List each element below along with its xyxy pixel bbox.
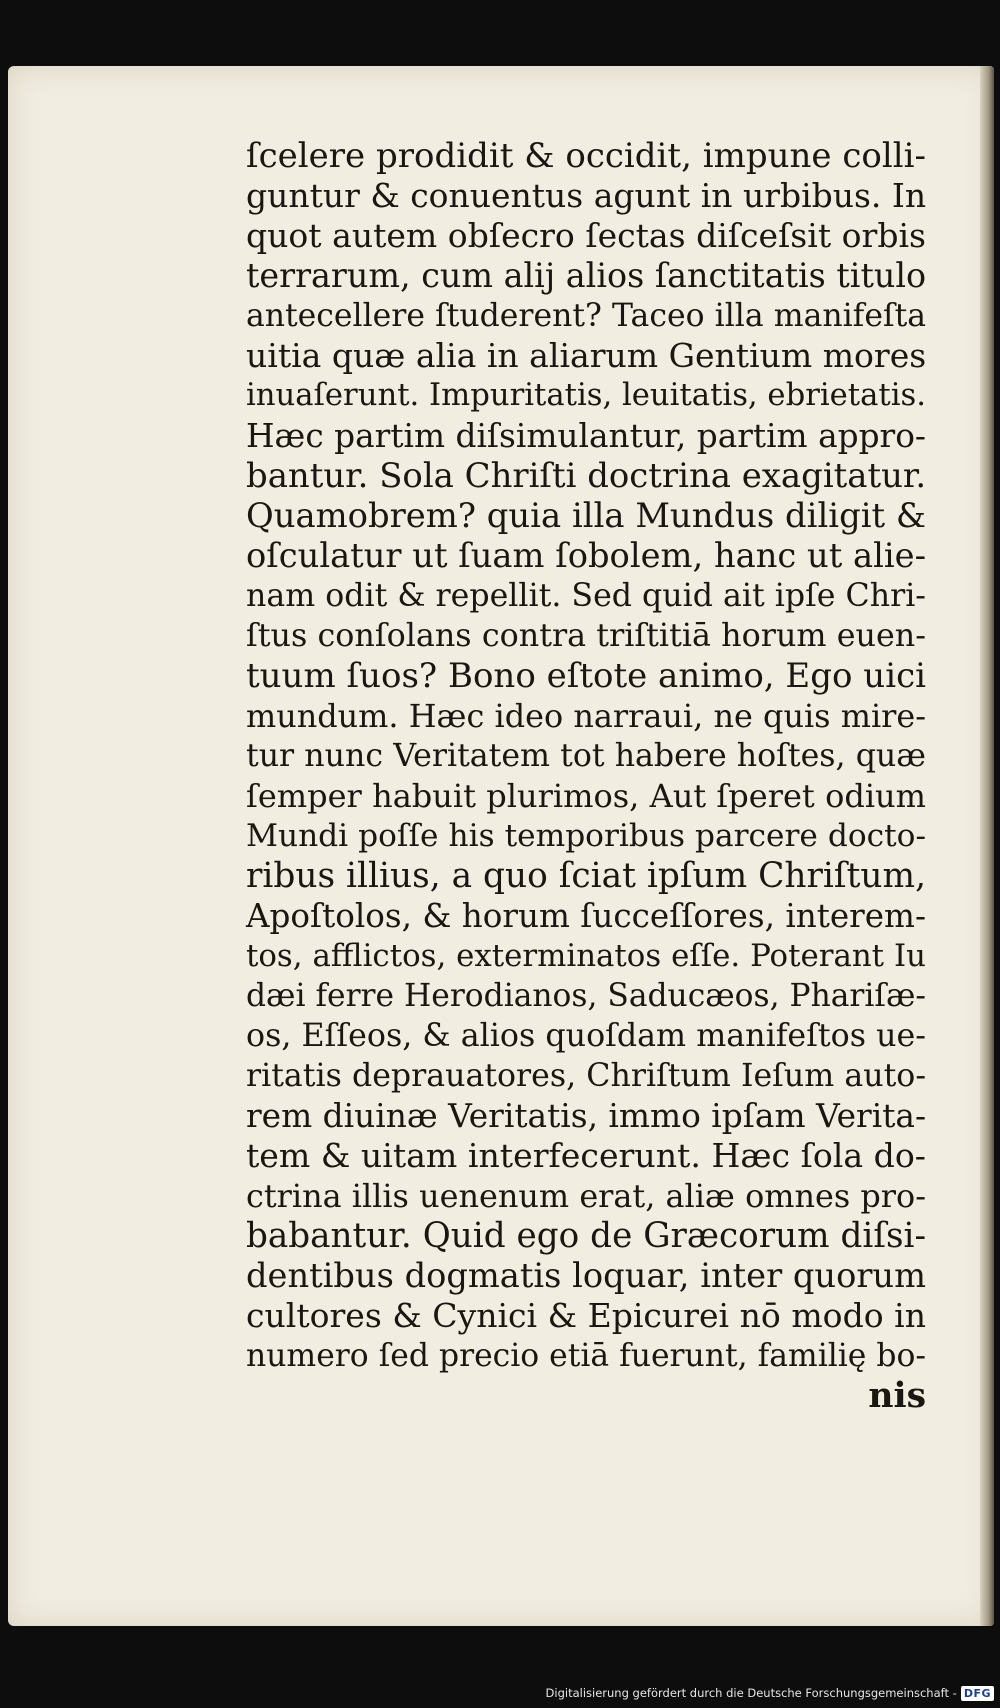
digitization-credit — [546, 1682, 994, 1704]
text-line: tuum ſuos? Bono eſtote animo, Ego uici — [246, 656, 926, 696]
text-line: Mundi poſſe his temporibus parcere docto- — [246, 818, 926, 854]
text-line: ritatis deprauatores, Chriſtum Ieſum auto- — [246, 1058, 926, 1094]
text-line: ctrina illis uenenum erat, aliæ omnes pro- — [246, 1177, 926, 1215]
text-line: bantur. Sola Chriſti doctrina exagitatur. — [246, 456, 927, 495]
text-line: tos, afflictos, exterminatos eſſe. Poterant Iu — [246, 938, 926, 974]
text-line: uitia quæ alia in aliarum Gentium mores — [246, 336, 927, 375]
text-line: ſtus conſolans contra triſtitiā horum euen- — [246, 618, 926, 654]
text-line: quot autem obſecro ſectas diſceſsit orbis — [246, 216, 926, 255]
credit-text: Digitalisierung gefördert durch die Deutsche Forschungsgemeinschaft - — [545, 1686, 957, 1700]
dfg-logo: DFG — [961, 1686, 994, 1701]
text-line: antecellere ſtuderent? Taceo illa manifeſta — [246, 298, 926, 334]
page-edge — [980, 66, 994, 1626]
text-line: dentibus dogmatis loquar, inter quorum — [246, 1256, 926, 1295]
text-line: Quamobrem? quia illa Mundus diligit & — [246, 496, 926, 535]
text-line: ſemper habuit plurimos, Aut ſperet odium — [246, 777, 926, 815]
text-line: Hæc partim diſsimulantur, partim appro- — [246, 417, 926, 455]
text-line: tur nunc Veritatem tot habere hoſtes, quæ — [246, 738, 926, 774]
text-line: oſculatur ut ſuam ſobolem, hanc ut alie- — [246, 536, 926, 575]
text-line: inuaſerunt. Impuritatis, leuitatis, ebrietatis. — [246, 378, 926, 413]
catchword: nis — [868, 1376, 926, 1416]
text-line: babantur. Quid ego de Græcorum diſsi- — [246, 1216, 926, 1256]
text-line: ſcelere prodidit & occidit, impune colli- — [246, 136, 926, 176]
text-line: os, Eſſeos, & alios quoſdam manifeſtos ue- — [246, 1018, 926, 1054]
text-line: rem diuinæ Veritatis, immo ipſam Verita- — [246, 1097, 927, 1135]
text-line: terrarum, cum alij alios ſanctitatis titulo — [246, 256, 927, 295]
text-line: tem & uitam interfecerunt. Hæc ſola do- — [246, 1136, 926, 1175]
text-line: Apoſtolos, & horum ſucceſſores, interem- — [246, 897, 926, 935]
text-line: numero ſed precio etiā fuerunt, familię bo- — [246, 1338, 926, 1374]
text-line: mundum. Hæc ideo narraui, ne quis mire- — [246, 697, 926, 735]
page-text — [246, 136, 926, 1416]
text-line: nam odit & repellit. Sed quid ait ipſe Chri- — [246, 578, 926, 614]
text-line: guntur & conuentus agunt in urbibus. In — [246, 176, 927, 215]
text-line: cultores & Cynici & Epicurei nō modo in — [246, 1296, 926, 1335]
book-page — [8, 66, 994, 1626]
text-line: dæi ferre Herodianos, Saducæos, Phariſæ- — [246, 978, 926, 1014]
text-line: ribus illius, a quo ſciat ipſum Chriſtum, — [246, 856, 926, 896]
